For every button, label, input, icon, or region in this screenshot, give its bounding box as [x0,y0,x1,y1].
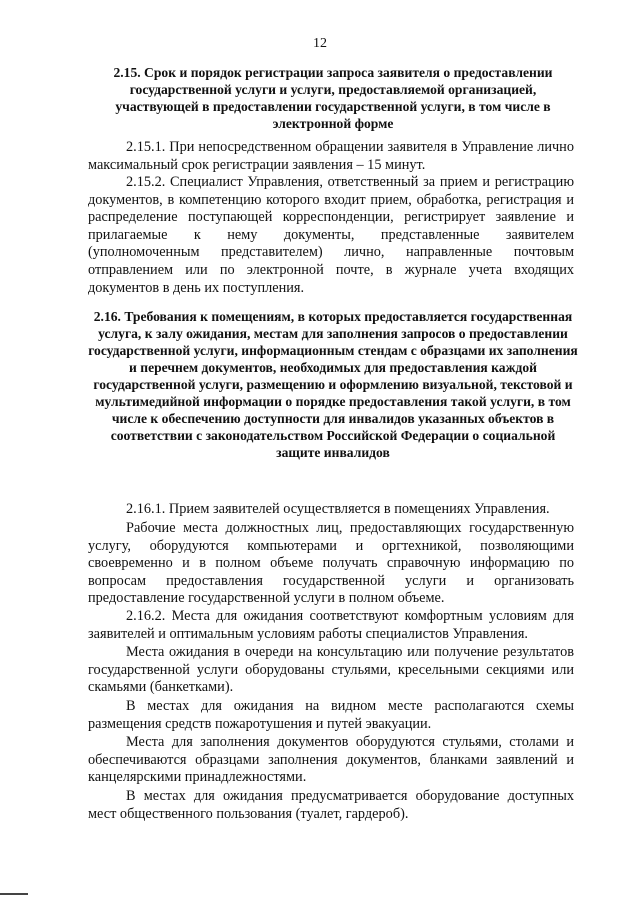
evacuation-schemes-paragraph: В местах для ожидания на видном месте располагаются схемы размещения средств пожаротушения и путей эвакуации. [88,698,574,732]
filling-places-paragraph: Места для заполнения документов оборудуются стульями, столами и обеспечиваются образцами заполнения документов, бланками заявлений и канцелярскими принадлежностями. [88,734,574,786]
page-number: 12 [313,36,327,51]
section-2-15-heading: 2.15. Срок и порядок регистрации запроса заявителя о предоставлении государственной услуги и услуги, предоставляемой организацией, участвующей в предоставлении государственной услуги, в том числе в электронной форме [113,65,553,131]
workplaces-paragraph: Рабочие места должностных лиц, предоставляющих государственную услугу, оборудуются компьютерами и оргтехникой, позволяющими своевременно и в полном объеме получать справочную информацию по вопросам предоставления государственной услуги и организовать предоставление государственной услуги в полном объеме. [88,520,574,607]
section-2-16-heading: 2.16. Требования к помещениям, в которых предоставляется государственная услуга, к залу ожидания, местам для заполнения запросов о предоставлении государственной услуги, информационным стендам с образцами их заполнения и перечнем документов, необходимых для предоставления каждой государственной услуги, размещению и оформлению визуальной, текстовой и мультимедийной информации о порядке предоставления такой услуги, в том числе к обеспечению доступности для инвалидов указанных объектов в соответствии с законодательством Российской Федерации о социальной защите инвалидов [88,309,578,460]
section-2-15-2-paragraph: 2.15.2. Специалист Управления, ответственный за прием и регистрацию документов, в компетенцию которого входит прием, обработка, регистрация и распределение поступающей корреспонденции, регистрирует заявление и прилагаемые к нему документы, представленные заявителем (уполномоченным представителем) лично, направленные почтовым отправлением или по электронной почте, в журнале учета входящих документов в день их поступления. [88,174,574,296]
section-2-16-2-paragraph: 2.16.2. Места для ожидания соответствуют комфортным условиям для заявителей и оптимальным условиям работы специалистов Управления. [88,608,574,642]
waiting-seats-paragraph: Места ожидания в очереди на консультацию или получение результатов государственной услуги оборудованы стульями, кресельными секциями или скамьями (банкетками). [88,644,574,696]
public-facilities-paragraph: В местах для ожидания предусматривается оборудование доступных мест общественного пользования (туалет, гардероб). [88,788,574,822]
edge-mark [0,893,28,895]
section-2-16-1-paragraph: 2.16.1. Прием заявителей осуществляется в помещениях Управления. [126,501,550,517]
section-2-15-1-paragraph: 2.15.1. При непосредственном обращении заявителя в Управление лично максимальный срок регистрации заявления – 15 минут. [88,139,574,173]
